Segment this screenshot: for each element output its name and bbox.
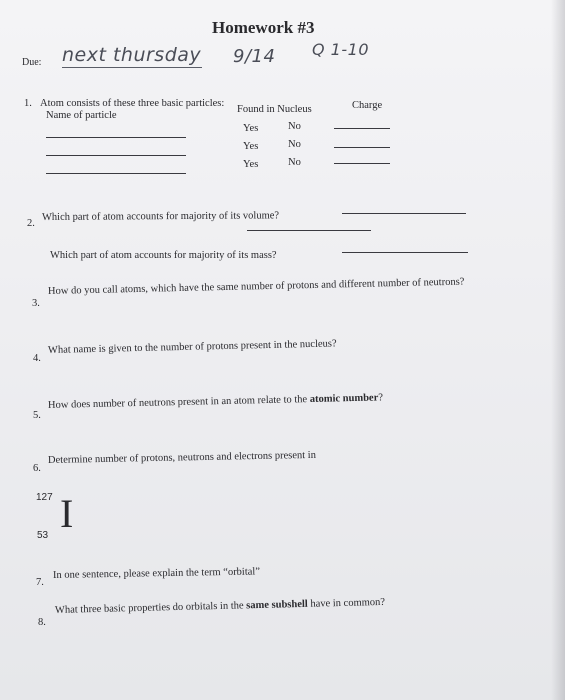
page-title: Homework #3 [212, 18, 315, 37]
q1-row3-yes[interactable]: Yes [243, 159, 259, 170]
q2-number: 2. [27, 218, 35, 229]
q4-text: What name is given to the number of protons present in the nucleus? [47, 338, 337, 356]
page-edge-shadow [551, 0, 565, 700]
q1-name-line-3[interactable] [46, 173, 186, 174]
isotope-atomic-number: 53 [37, 530, 49, 541]
q8-number: 8. [38, 617, 46, 628]
q5-text-line [48, 392, 383, 411]
q1-charge-line-3[interactable] [334, 163, 390, 164]
q6-number: 6. [33, 463, 41, 474]
q1-row2-no[interactable]: No [288, 139, 301, 150]
q1-charge-line-2[interactable] [334, 147, 390, 148]
q3-text: How do you call atoms, which have the same number of protons and different number of neutrons? [47, 276, 465, 297]
q1-col-nucleus: Found in Nucleus [237, 104, 312, 115]
q1-text: Atom consists of these three basic particles: [40, 98, 225, 109]
q8-text-line [55, 597, 385, 616]
q5-number: 5. [33, 410, 41, 421]
questions-range: Q 1-10 [312, 40, 369, 59]
isotope-symbol: I [60, 491, 74, 536]
q2-volume-line[interactable] [342, 213, 466, 214]
q1-charge-line-1[interactable] [334, 128, 390, 129]
q1-col-charge: Charge [352, 100, 383, 111]
q1-col-name: Name of particle [46, 110, 117, 121]
q5-bold-term: atomic number [309, 392, 379, 406]
q1-number: 1. [24, 98, 32, 109]
q2-text: Which part of atom accounts for majority of its volume? [41, 210, 280, 223]
due-label: Due: [22, 57, 42, 68]
q4-number: 4. [33, 353, 41, 364]
q2-text-mass: Which part of atom accounts for majority of its mass? [50, 250, 277, 261]
due-underline [62, 67, 202, 68]
q5-tail: ? [378, 392, 384, 404]
q1-row1-no[interactable]: No [288, 121, 301, 132]
q1-name-line-2[interactable] [46, 155, 186, 156]
q3-number: 3. [32, 298, 40, 309]
q7-text: In one sentence, please explain the term “orbital” [52, 566, 261, 581]
q1-name-line-1[interactable] [46, 137, 186, 138]
q8-tail: have in common? [310, 596, 386, 610]
isotope-mass-number: 127 [36, 492, 53, 503]
due-handwritten: next thursday [62, 44, 202, 66]
q1-row1-yes[interactable]: Yes [243, 123, 259, 134]
q5-text: How does number of neutrons present in an atom relate to the [47, 394, 308, 411]
q7-number: 7. [36, 577, 44, 588]
q1-row3-no[interactable]: No [288, 157, 301, 168]
due-date: 9/14 [233, 46, 276, 67]
q8-bold-term: same subshell [246, 598, 308, 612]
q8-text: What three basic properties do orbitals in the [54, 600, 244, 616]
q2-volume-line-2[interactable] [247, 230, 371, 231]
q2-mass-line[interactable] [342, 252, 468, 253]
q1-row2-yes[interactable]: Yes [243, 141, 259, 152]
q6-text: Determine number of protons, neutrons and electrons present in [47, 449, 317, 466]
